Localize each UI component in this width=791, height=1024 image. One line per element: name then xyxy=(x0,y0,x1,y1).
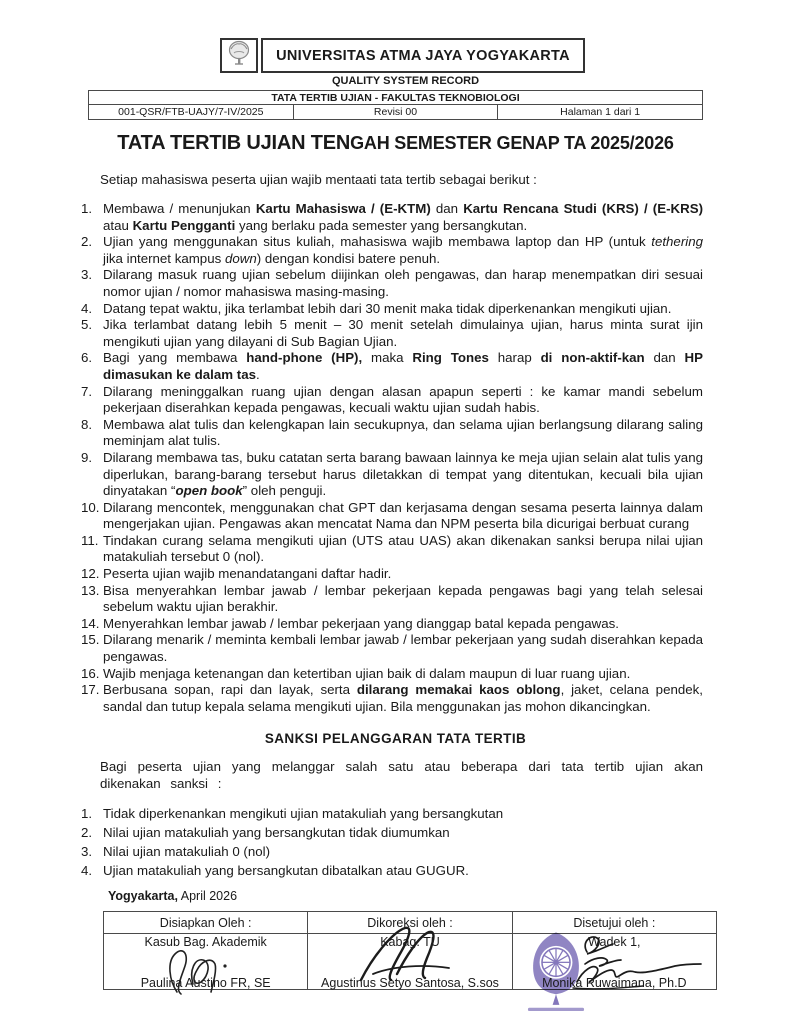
text-run: Kartu Rencana Studi (KRS) / (E-KRS) xyxy=(463,201,703,216)
text-run: . xyxy=(256,366,260,382)
text-run: Dilarang masuk ruang ujian sebelum diijinkan oleh pengawas, dan harap menempatkan diri sesuai nomor ujian / nomor mahasiswa masing-masing. xyxy=(103,267,703,299)
text-run: ) dengan kondisi batere penuh. xyxy=(256,250,441,266)
text-run: tethering xyxy=(651,234,703,250)
signature-table xyxy=(103,911,717,990)
rule-item xyxy=(81,615,703,633)
text-run: dilarang memakai kaos oblong xyxy=(356,682,561,698)
text-run: di non-aktif-kan xyxy=(540,350,645,366)
rule-item xyxy=(81,682,704,715)
text-run: atau xyxy=(103,217,133,233)
text-run: Ring Tones xyxy=(412,350,489,366)
rule-item-number: 1. xyxy=(81,201,93,216)
corrected-by-cell xyxy=(308,934,512,990)
prepared-by-cell xyxy=(104,934,308,990)
text-run: Ujian yang menggunakan situs kuliah, mahasiswa wajib membawa laptop dan HP (untuk xyxy=(103,234,652,250)
corrected-by-role: Kabag. TU xyxy=(380,935,440,950)
text-run: Datang tepat waktu, jika terlambat lebih dari 30 menit maka tidak diperkenankan mengikuti ujian. xyxy=(103,300,672,316)
rule-item-number: 10. xyxy=(81,499,100,515)
rules-list xyxy=(81,201,704,715)
rule-item-number: 13. xyxy=(81,582,100,598)
rule-item xyxy=(81,350,704,383)
text-run: Dilarang membawa tas, buku catatan serta barang bawaan lainnya ke meja ujian selain alat tulis yang diperlukan, barang-barang tersebut harus diletakkan di tempat yang ditentukan, kecuali bila ujian dinyatakan “ xyxy=(103,449,703,499)
sanction-item-number: 2. xyxy=(81,825,93,841)
page-title xyxy=(88,132,703,155)
text-run: Tindakan curang selama mengikuti ujian (UTS atau UAS) akan dikenakan sanksi berupa nilai ujian matakuliah tersebut 0 (nol). xyxy=(103,532,703,565)
letterhead xyxy=(95,38,710,73)
page-title-part1: TATA TERTIB UJIAN TEN xyxy=(117,132,351,154)
approved-by-name: Monika Ruwaimana, Ph.D xyxy=(542,976,687,991)
text-run: yang berlaku pada semester yang bersangkutan. xyxy=(235,217,528,233)
document-info-table xyxy=(88,90,703,120)
sanction-item xyxy=(81,861,703,880)
text-run: dan xyxy=(644,350,685,366)
text-run: Tidak diperkenankan mengikuti ujian matakuliah yang bersangkutan xyxy=(103,806,504,822)
text-run: Kartu Mahasiswa / (E-KTM) xyxy=(255,201,431,216)
text-run: open book xyxy=(175,483,243,499)
text-run: Membawa / menunjukan xyxy=(103,201,256,216)
text-run: Menyerahkan lembar jawab / lembar pekerjaan yang dianggap batal kepada pengawas. xyxy=(103,615,619,631)
approved-by-role: Wadek 1, xyxy=(588,935,641,950)
text-run: HP dimasukan ke dalam tas xyxy=(103,350,704,382)
university-emblem-icon xyxy=(226,40,252,72)
doc-revision-cell: Revisi 00 xyxy=(293,105,498,120)
date-label: April 2026 xyxy=(177,889,238,904)
text-run: Nilai ujian matakuliah yang bersangkutan tidak diumumkan xyxy=(103,825,450,841)
text-run: Membawa alat tulis dan kelengkapan lain secukupnya, dan selama ujian berlangsung dilarang saling meminjam alat tulis. xyxy=(103,416,703,449)
rule-item xyxy=(81,449,703,500)
rule-item xyxy=(81,300,703,318)
rule-item-number: 8. xyxy=(81,416,93,432)
text-run: hand-phone (HP), xyxy=(246,350,363,366)
rule-item xyxy=(81,201,703,234)
text-run: harap xyxy=(488,350,541,366)
rule-item-number: 9. xyxy=(81,449,93,465)
rule-item-number: 3. xyxy=(81,267,93,283)
prepared-by-role: Kasub Bag. Akademik xyxy=(144,935,267,950)
rule-item-number: 7. xyxy=(81,383,93,399)
rule-item xyxy=(81,566,703,583)
rule-item-number: 11. xyxy=(81,532,99,548)
text-run: Dilarang mencontek, menggunakan chat GPT dan kerjasama dengan sesama peserta lainnya dalam mengerjakan ujian. Pengawas akan mencatat Nama dan NPM peserta bila dicurigai berbuat curang xyxy=(103,499,703,532)
rule-item xyxy=(81,582,703,616)
approved-by-cell xyxy=(512,934,716,990)
rule-item xyxy=(81,416,703,450)
text-run: ” oleh penguji. xyxy=(242,483,327,499)
text-run: jika internet kampus xyxy=(103,250,225,266)
rule-item-number: 2. xyxy=(81,234,93,250)
rule-item-number: 15. xyxy=(81,632,100,648)
sanction-item-number: 4. xyxy=(81,863,93,879)
sanctions-intro: Bagi peserta ujian yang melanggar salah satu atau beberapa dari tata tertib ujian akan dikenakan sanksi : xyxy=(100,759,703,792)
rule-item-number: 16. xyxy=(81,665,100,681)
rule-item xyxy=(81,532,703,566)
text-run: Bagi yang membawa xyxy=(103,350,247,366)
text-run: , jaket, celana pendek, sandal dan tutup kepala selama mengikuti ujian. Bila menggunakan jas mohon dikancingkan. xyxy=(103,682,704,714)
corrected-by-name: Agustinus Setyo Santosa, S.sos xyxy=(321,976,499,991)
prepared-by-name: Paulina Austino FR, SE xyxy=(140,976,271,991)
rule-item-number: 14. xyxy=(81,615,100,631)
rule-item xyxy=(81,317,703,350)
place-label: Yogyakarta, xyxy=(108,889,178,904)
rule-item-number: 4. xyxy=(81,300,93,316)
rule-item xyxy=(81,267,703,300)
doc-page-cell: Halaman 1 dari 1 xyxy=(498,105,703,120)
rule-item xyxy=(81,632,703,665)
quality-system-record-label: QUALITY SYSTEM RECORD xyxy=(331,75,480,87)
prepared-by-header: Disiapkan Oleh : xyxy=(104,912,308,934)
sanction-item xyxy=(81,823,703,842)
university-name: UNIVERSITAS ATMA JAYA YOGYAKARTA xyxy=(261,38,585,73)
text-run: Nilai ujian matakuliah 0 (nol) xyxy=(103,844,271,860)
text-run: Kartu Pengganti xyxy=(132,217,236,233)
page-title-part2: GAH SEMESTER GENAP TA 2025/2026 xyxy=(350,133,674,153)
text-run: maka xyxy=(362,350,413,366)
rule-item-number: 12. xyxy=(81,566,100,582)
text-run: Jika terlambat datang lebih 5 menit – 30 menit setelah dimulainya ujian, harus minta surat ijin mengikuti ujian yang dilayani di Sub Bagian Ujian. xyxy=(103,317,703,349)
text-run: down xyxy=(224,250,257,266)
approved-by-header: Disetujui oleh : xyxy=(512,912,716,934)
text-run: Wajib menjaga ketenangan dan ketertiban ujian baik di dalam maupun di luar ruang ujian. xyxy=(103,665,631,681)
sanction-item-number: 3. xyxy=(81,844,93,860)
corrected-by-header: Dikoreksi oleh : xyxy=(308,912,512,934)
text-run: Berbusana sopan, rapi dan layak, serta xyxy=(103,682,357,698)
text-run: Dilarang meninggalkan ruang ujian dengan alasan apapun seperti : ke kamar mandi sebelum pekerjaan diserahkan kepada pengawas, kecuali waktu ujian sudah habis. xyxy=(103,383,703,416)
text-run: Peserta ujian wajib menandatangani daftar hadir. xyxy=(103,566,392,582)
rule-item-number: 6. xyxy=(81,350,93,366)
rule-item xyxy=(81,665,703,683)
rule-item-number: 17. xyxy=(81,682,100,698)
sanction-item-number: 1. xyxy=(81,806,93,822)
intro-paragraph: Setiap mahasiswa peserta ujian wajib mentaati tata tertib sebagai berikut : xyxy=(100,172,537,187)
doc-number-cell: 001-QSR/FTB-UAJY/7-IV/2025 xyxy=(89,105,294,120)
text-run: dan xyxy=(430,201,464,216)
text-run: Ujian matakuliah yang bersangkutan dibatalkan atau GUGUR. xyxy=(103,863,469,879)
text-run: Bisa menyerahkan lembar jawab / lembar pekerjaan kepada pengawas bagi yang telah selesai sebelum waktu ujian berakhir. xyxy=(103,582,703,615)
sanction-item xyxy=(81,842,703,861)
rule-item xyxy=(81,499,703,533)
rule-item-number: 5. xyxy=(81,317,93,333)
rule-item xyxy=(81,234,703,267)
doc-title-cell: TATA TERTIB UJIAN - FAKULTAS TEKNOBIOLOGI xyxy=(89,91,703,105)
sanctions-heading: SANKSI PELANGGARAN TATA TERTIB xyxy=(264,731,527,747)
place-date xyxy=(88,889,703,903)
text-run: Dilarang menarik / meminta kembali lembar jawab / lembar pekerjaan yang sudah diserahkan kepada pengawas. xyxy=(103,632,703,665)
university-logo-box xyxy=(220,38,258,73)
rule-item xyxy=(81,383,703,417)
sanction-item xyxy=(81,804,703,823)
sanctions-list xyxy=(81,804,703,880)
